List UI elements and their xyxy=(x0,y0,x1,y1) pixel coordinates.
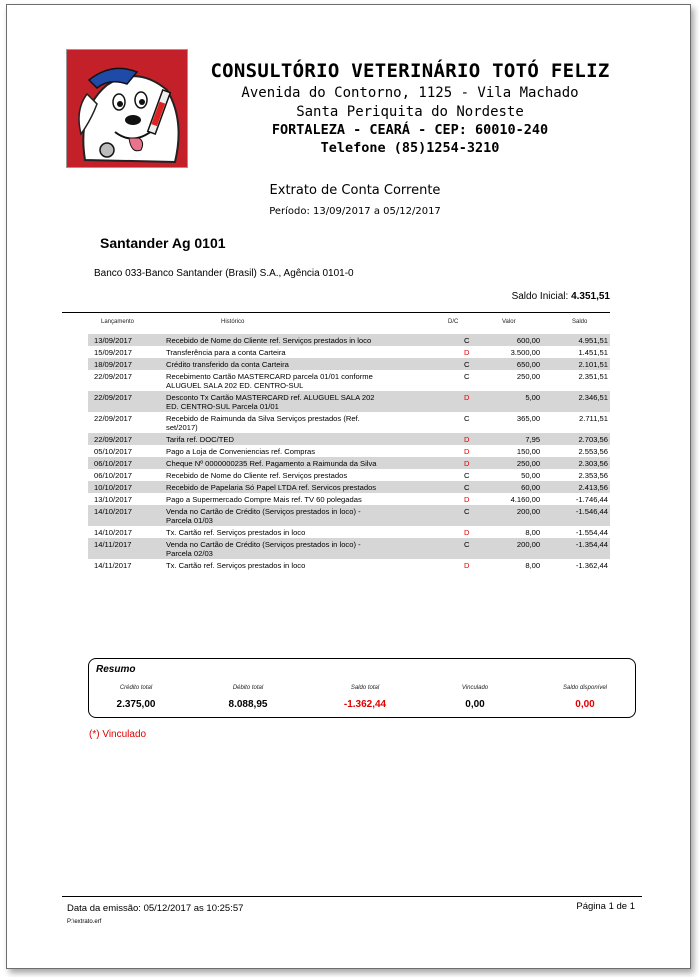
row-spacer xyxy=(382,505,462,526)
row-history: Tarifa ref. DOC/TED xyxy=(164,433,382,445)
issue-date: Data da emissão: 05/12/2017 as 10:25:57 xyxy=(67,903,244,914)
row-date: 22/09/2017 xyxy=(88,433,164,445)
row-balance: 2.353,56 xyxy=(578,471,608,480)
document-period: Período: 13/09/2017 a 05/12/2017 xyxy=(269,206,441,217)
row-spacer xyxy=(382,346,462,358)
account-name: Santander Ag 0101 xyxy=(100,235,226,251)
row-value: 250,00 xyxy=(485,457,543,469)
row-spacer xyxy=(382,457,462,469)
table-row xyxy=(88,526,610,538)
row-date: 22/09/2017 xyxy=(88,391,164,412)
row-history: Recebido de Raimunda da Silva Serviços prestados (Ref. set/2017) xyxy=(166,414,360,432)
company-phone: Telefone (85)1254-3210 xyxy=(320,140,500,156)
table-row xyxy=(88,433,610,445)
row-date: 13/10/2017 xyxy=(94,495,133,504)
row-spacer xyxy=(382,358,462,370)
column-header-history: Histórico xyxy=(221,319,245,325)
row-value: 5,00 xyxy=(485,391,543,412)
row-history: Recebido de Nome do Cliente ref. Serviços prestados in loco xyxy=(164,334,382,346)
row-balance: 2.303,56 xyxy=(542,457,610,469)
initial-balance-label: Saldo Inicial: xyxy=(511,291,572,302)
table-row xyxy=(88,358,610,370)
table-row xyxy=(88,334,610,346)
row-date: 22/09/2017 xyxy=(94,372,133,381)
row-value: 200,00 xyxy=(485,505,543,526)
table-row xyxy=(88,412,610,433)
row-balance: 2.346,51 xyxy=(542,391,610,412)
row-dc: C xyxy=(462,481,485,493)
summary-linked-label: Vinculado xyxy=(461,685,489,691)
initial-balance-value: 4.351,51 xyxy=(571,291,610,302)
row-history: Pago a Loja de Conveniencias ref. Compras xyxy=(166,447,316,456)
row-dc: C xyxy=(462,505,485,526)
row-history: Recebido de Nome do Cliente ref. Serviços prestados xyxy=(166,471,348,480)
row-date: 14/10/2017 xyxy=(94,528,133,537)
row-date: 14/11/2017 xyxy=(94,561,132,570)
bank-details: Banco 033-Banco Santander (Brasil) S.A., Agência 0101-0 xyxy=(94,268,354,279)
row-dc: C xyxy=(462,334,485,346)
row-spacer xyxy=(382,370,462,391)
row-spacer xyxy=(382,391,462,412)
summary-debit-label: Débito total xyxy=(232,685,264,691)
row-value: 7,95 xyxy=(485,433,543,445)
document-title: Extrato de Conta Corrente xyxy=(269,183,441,198)
footer-divider xyxy=(62,896,642,897)
company-city: FORTALEZA - CEARÁ - CEP: 60010-240 xyxy=(271,122,549,138)
row-date: 18/09/2017 xyxy=(88,358,164,370)
row-dc: C xyxy=(464,471,470,480)
row-history: Cheque Nº 0000000235 Ref. Pagamento a Raimunda da Silva xyxy=(164,457,382,469)
summary-credit-value: 2.375,00 xyxy=(116,699,156,710)
row-dc: D xyxy=(462,457,485,469)
row-value: 60,00 xyxy=(485,481,543,493)
row-value: 4.160,00 xyxy=(510,495,541,504)
table-row xyxy=(88,481,610,493)
summary-balance-value: -1.362,44 xyxy=(343,699,387,710)
table-row xyxy=(88,346,610,358)
row-spacer xyxy=(382,559,462,571)
column-header-dc: D/C xyxy=(448,319,459,325)
column-header-balance: Saldo xyxy=(572,319,588,325)
table-row xyxy=(88,469,610,481)
row-history: Venda no Cartão de Crédito (Serviços prestados in loco) - Parcela 01/03 xyxy=(164,505,382,526)
row-dc: D xyxy=(464,348,470,357)
table-row xyxy=(88,559,610,571)
row-value: 365,00 xyxy=(516,414,541,423)
row-dc: C xyxy=(462,538,485,559)
company-district: Santa Periquita do Nordeste xyxy=(296,104,524,120)
company-name: CONSULTÓRIO VETERINÁRIO TOTÓ FELIZ xyxy=(210,60,610,82)
row-dc: D xyxy=(462,391,485,412)
row-history: Tx. Cartão ref. Serviços prestados in loco xyxy=(166,528,306,537)
initial-balance xyxy=(470,291,610,302)
company-address: Avenida do Contorno, 1125 - Vila Machado xyxy=(241,85,579,101)
row-balance: 2.553,56 xyxy=(578,447,608,456)
row-value: 50,00 xyxy=(521,471,541,480)
row-dc: C xyxy=(464,372,470,381)
row-date: 14/11/2017 xyxy=(88,538,164,559)
summary-title: Resumo xyxy=(96,664,136,675)
summary-box xyxy=(88,658,636,718)
row-dc: C xyxy=(464,414,470,423)
row-balance: 2.413,56 xyxy=(542,481,610,493)
row-date: 06/10/2017 xyxy=(94,471,133,480)
row-date: 10/10/2017 xyxy=(88,481,164,493)
row-balance: 1.451,51 xyxy=(578,348,608,357)
row-value: 150,00 xyxy=(516,447,541,456)
row-dc: D xyxy=(464,495,470,504)
row-balance: -1.554,44 xyxy=(575,528,608,537)
row-history: Recebimento Cartão MASTERCARD parcela 01/01 conforme ALUGUEL SALA 202 ED. CENTRO-SUL xyxy=(166,372,373,390)
summary-credit-label: Crédito total xyxy=(119,685,153,691)
row-spacer xyxy=(382,445,462,457)
row-date: 06/10/2017 xyxy=(88,457,164,469)
row-history: Transferência para a conta Carteira xyxy=(166,348,286,357)
file-path: P:\extrato.erf xyxy=(67,919,102,925)
summary-available-label: Saldo disponível xyxy=(562,685,608,691)
row-date: 14/10/2017 xyxy=(88,505,164,526)
row-history: Desconto Tx Cartão MASTERCARD ref. ALUGUEL SALA 202 ED. CENTRO-SUL Parcela 01/01 xyxy=(164,391,382,412)
row-balance: 4.951,51 xyxy=(542,334,610,346)
row-dc: D xyxy=(462,433,485,445)
row-balance: 2.101,51 xyxy=(542,358,610,370)
row-spacer xyxy=(382,469,462,481)
page-number: Página 1 de 1 xyxy=(576,901,635,912)
row-value: 650,00 xyxy=(485,358,543,370)
row-history: Recebido de Papelaria Só Papel LTDA ref. Servicos prestados xyxy=(164,481,382,493)
table-row xyxy=(88,538,610,559)
row-value: 3.500,00 xyxy=(510,348,541,357)
header-divider xyxy=(62,312,610,313)
row-balance: -1.746,44 xyxy=(575,495,608,504)
row-spacer xyxy=(382,538,462,559)
row-balance: 2.351,51 xyxy=(578,372,608,381)
row-dc: D xyxy=(464,561,470,570)
row-date: 13/09/2017 xyxy=(88,334,164,346)
summary-debit-value: 8.088,95 xyxy=(228,699,268,710)
row-balance: 2.703,56 xyxy=(542,433,610,445)
linked-note: (*) Vinculado xyxy=(89,729,147,740)
row-history: Pago a Supermercado Compre Mais ref. TV 60 polegadas xyxy=(166,495,362,504)
row-spacer xyxy=(382,334,462,346)
table-row xyxy=(88,445,610,457)
table-row xyxy=(88,457,610,469)
table-row xyxy=(88,505,610,526)
row-balance: -1.546,44 xyxy=(542,505,610,526)
column-header-date: Lançamento xyxy=(101,319,135,325)
row-spacer xyxy=(382,481,462,493)
row-spacer xyxy=(382,412,462,433)
row-value: 200,00 xyxy=(485,538,543,559)
row-dc: D xyxy=(464,528,470,537)
table-row xyxy=(88,391,610,412)
column-header-value: Valor xyxy=(502,319,516,325)
row-dc: C xyxy=(462,358,485,370)
row-value: 250,00 xyxy=(516,372,541,381)
transactions-table xyxy=(88,334,610,571)
summary-balance-label: Saldo total xyxy=(350,685,380,691)
row-date: 15/09/2017 xyxy=(94,348,133,357)
summary-available-value: 0,00 xyxy=(575,699,595,710)
row-spacer xyxy=(382,493,462,505)
row-value: 600,00 xyxy=(485,334,543,346)
row-date: 22/09/2017 xyxy=(94,414,133,423)
row-value: 8,00 xyxy=(525,561,541,570)
row-history: Venda no Cartão de Crédito (Serviços prestados in loco) - Parcela 02/03 xyxy=(164,538,382,559)
row-value: 8,00 xyxy=(525,528,541,537)
row-balance: -1.354,44 xyxy=(542,538,610,559)
row-dc: D xyxy=(464,447,470,456)
table-row xyxy=(88,370,610,391)
row-history: Tx. Cartão ref. Serviços prestados in loco xyxy=(166,561,306,570)
row-date: 05/10/2017 xyxy=(94,447,133,456)
row-spacer xyxy=(382,526,462,538)
row-spacer xyxy=(382,433,462,445)
row-balance: -1.362,44 xyxy=(575,561,608,570)
dog-logo-icon xyxy=(66,49,188,168)
summary-linked-value: 0,00 xyxy=(465,699,485,710)
row-history: Crédito transferido da conta Carteira xyxy=(164,358,382,370)
row-balance: 2.711,51 xyxy=(579,414,608,423)
table-row xyxy=(88,493,610,505)
